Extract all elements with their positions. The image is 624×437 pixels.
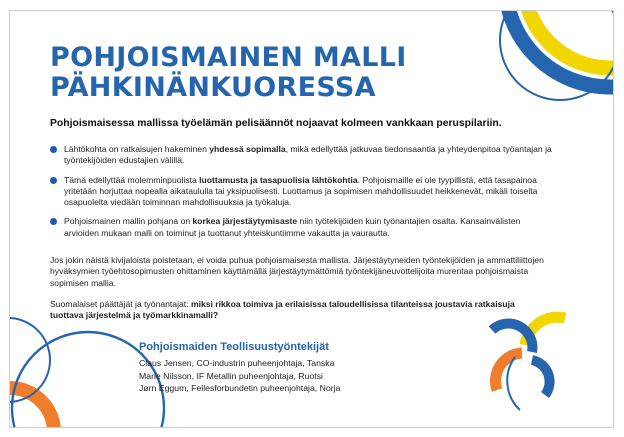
pillar-2-text-after: . Pohjoismaille ei ole tyypillistä, että tasapainoa yritetään horjuttaa nopealla aikataululla tai yksipuolisesti. Luottamus ja sopimisen mahdollisuudet heikkenevät, mikäli toiselta osapuolelta viedään toiminnan mahdollisuuksia ja työkaluja. [64, 174, 538, 208]
bullet-dot-icon [50, 177, 57, 184]
pillar-item-2 [50, 175, 555, 209]
signatory-2: Marie Nilsson, IF Metallin puheenjohtaja, Ruotsi [139, 370, 323, 381]
signatory-3: Jørn Eggum, Fellesforbundetin puheenjohtaja, Norja [139, 383, 341, 393]
signature-organization: Pohjoismaiden Teollisuustyöntekijät [139, 341, 329, 353]
bullet-dot-icon [50, 218, 57, 225]
signatory-1: Claus Jensen, CO-industrin puheenjohtaja, Tanska [139, 358, 335, 368]
pillar-2-text-before: Tämä edellyttää molemminpuolista [64, 174, 200, 185]
title-line-2: PÄHKINÄNKUORESSA [50, 72, 376, 103]
pillar-list [50, 144, 555, 247]
pillar-1-text-bold: yhdessä sopimalla [209, 144, 286, 154]
page-title [50, 43, 407, 103]
title-line-1: POHJOISMAINEN MALLI [50, 42, 407, 73]
pillar-3-text-after: niin työtekijöiden kuin työnantajien osalta. Kansainvälisten arvioiden mukaan malli on toiminut ja tuottanut yhteiskuntiimme vakautta ja vaurautta. [64, 216, 521, 238]
signature-block [139, 341, 419, 395]
question-intro: Suomalaiset päättäjät ja työnantajat: [50, 299, 191, 309]
bullet-dot-icon [50, 146, 57, 153]
pillar-3-text-before: Pohjoismainen mallin pohjana on [64, 216, 193, 227]
pillar-item-3 [50, 216, 555, 239]
pillar-1-text-before: Lähtökohta on ratkaisujen hakeminen [64, 144, 210, 154]
pillar-1-text-after: , mikä edellyttää jatkuvaa tiedonsaantia ja yhteydenpitoa työantajan ja työntekijöiden edustajien välillä. [64, 144, 552, 166]
paragraph-pillars-removed: Jos jokin näistä kivijaloista poistetaan, ei voida puhua pohjoismaisesta mallista. Järjestäytyneiden työntekijöiden ja ammattiliittojen hyväksymien työehtosopimusten ohittaminen käyttämällä järjestäytymättömiä työntekijäneuvottelijoita murentaa pohjoismaista sopimisen mallia. [50, 255, 544, 288]
pillar-item-1 [50, 144, 555, 167]
paragraph-question [50, 299, 550, 322]
lead-paragraph: Pohjoismaisessa mallissa työelämän pelisäännöt nojaavat kolmeen vankkaan peruspilariin. [50, 118, 502, 129]
question-bold: miksi rikkoa toimiva ja erilaisissa taloudellisissa tilanteissa joustavia ratkaisuja tuottava järjestelmä ja työmarkkinamalli? [50, 299, 515, 321]
pillar-2-text-bold: luottamusta ja tasapuolisia lähtökohtia [199, 174, 358, 185]
pillar-3-text-bold: korkea järjestäytymisaste [192, 216, 298, 227]
